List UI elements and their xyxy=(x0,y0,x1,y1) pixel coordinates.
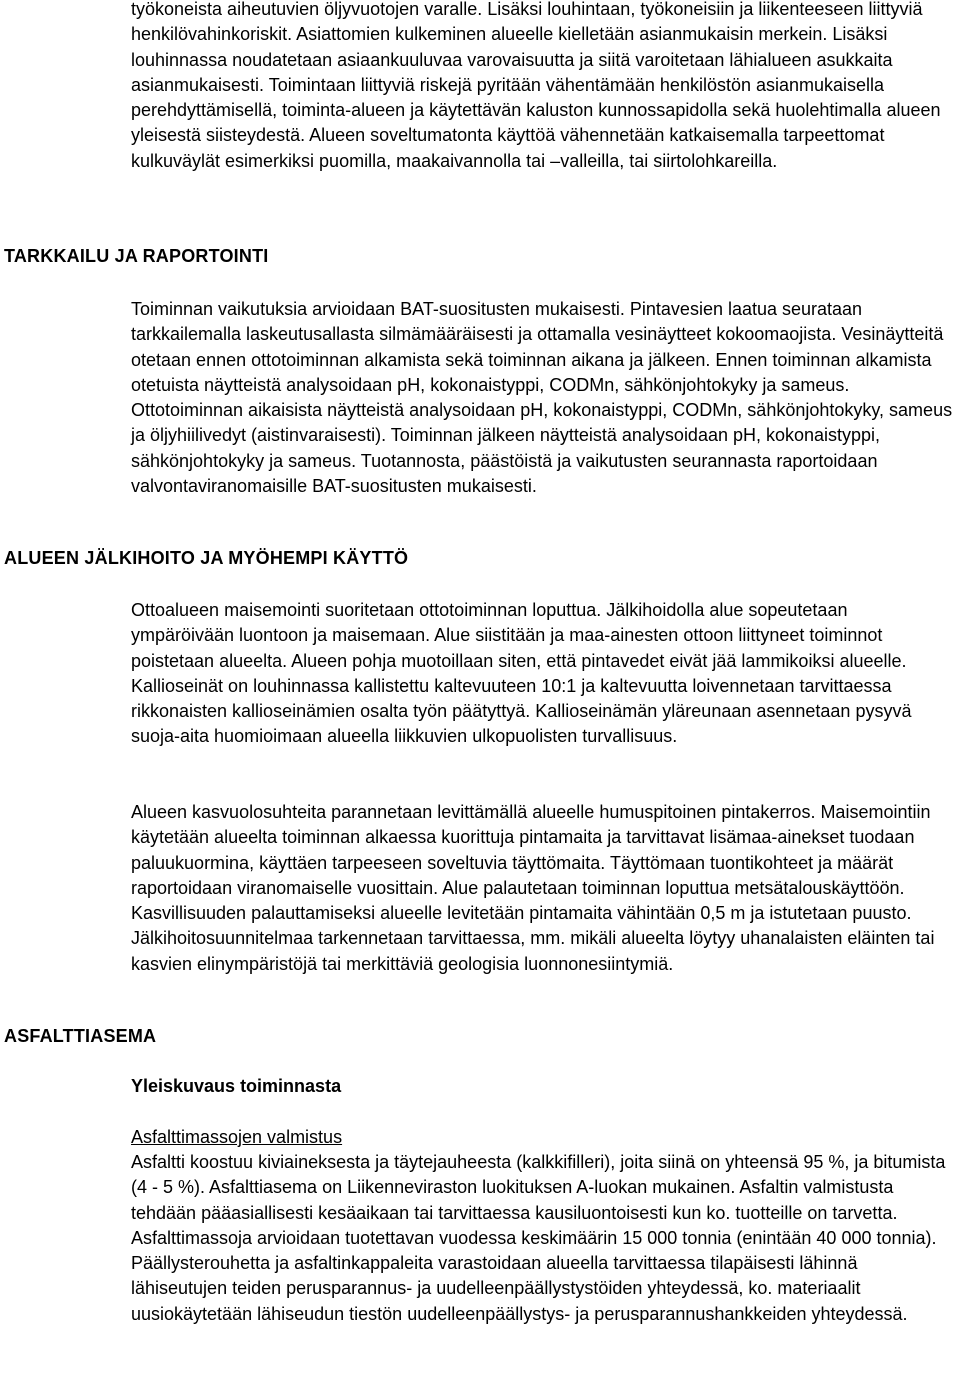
paragraph-kasvuolosuhteet: Alueen kasvuolosuhteita parannetaan levittämällä alueelle humuspitoinen pintakerros. Maisemointiin käytetään alueelta toiminnan alkaessa kuorittuja pintamaita ja tarvittavat lisämaa-ainekset tuodaan paluukuormina, käyttäen tarpeeseen soveltuvia täyttömaita. Täyttömaan tuontikohteet ja määrät raportoidaan viranomaiselle vuosittain. Alue palautetaan toiminnan loputtua metsätalouskäyttöön. Kasvillisuuden palauttamiseksi alueelle levitetään pintamaita vähintään 0,5 m ja istutetaan puusto. Jälkihoitosuunnitelmaa tarkennetaan tarvittaessa, mm. mikäli alueelta löytyy uhanalaisten eläinten tai kasvien elinympäristöjä tai merkittäviä geologisia luonnonesiintymiä. xyxy=(131,802,935,974)
heading-jalkihoito: ALUEEN JÄLKIHOITO JA MYÖHEMPI KÄYTTÖ xyxy=(4,548,409,568)
paragraph-maisemointi: Ottoalueen maisemointi suoritetaan ottotoiminnan loputtua. Jälkihoidolla alue sopeutetaan ympäröivään luontoon ja maisemaan. Alue siistitään ja maa-ainesten ottoon liittyneet toiminnot poistetaan alueelta. Alueen pohja muotoillaan siten, että pintavedet eivät jää lammikoiksi alueelle. Kallioseinät on louhinnassa kallistettu kaltevuuteen 10:1 ja kaltevuutta loivennetaan tarvittaessa rikkonaisten kallioseinämien osalta työn päätyttyä. Kallioseinämän yläreunaan asennetaan pysyvä suoja-aita huomioimaan alueella liikkuvien ulkopuolisten turvallisuus. xyxy=(131,600,912,747)
paragraph-asfaltti: Asfaltti koostuu kiviaineksesta ja täytejauheesta (kalkkifilleri), joita siinä on yhteensä 95 %, ja bitumista (4 - 5 %). Asfalttiasema on Liikenneviraston luokituksen A-luokan mukainen. Asfaltin valmistusta tehdään pääasiallisesti kesäaikaan tai tarvittaessa kausiluontoisesti kun ko. tuotteille on tarvetta. Asfalttimassoja arvioidaan tuotettavan vuodessa keskimäärin 15 000 tonnia (enintään 40 000 tonnia). Päällysterouhetta ja asfaltinkappaleita varastoidaan alueella tarvittaessa tilapäisesti lähinnä lähiseutujen teiden perusparannus- ja uudelleenpäällystystöiden yhteydessä, ko. materiaalit uusiokäytetään lähiseudun tiestön uudelleenpäällystys- ja perusparannushankkeiden yhteydessä. xyxy=(131,1152,946,1324)
heading-tarkkailu: TARKKAILU JA RAPORTOINTI xyxy=(4,246,269,266)
paragraph-tarkkailu: Toiminnan vaikutuksia arvioidaan BAT-suositusten mukaisesti. Pintavesien laatua seurataan tarkkailemalla laskeutusallasta silmämääräisesti ja ottamalla vesinäytteet kokoomaojista. Vesinäytteitä otetaan ennen ottotoiminnan alkamista sekä toiminnan aikana ja jälkeen. Ennen toiminnan alkamista otetuista näytteistä analysoidaan pH, kokonaistyppi, CODMn, sähkönjohtokyky ja sameus. Ottotoiminnan aikaisista näytteistä analysoidaan pH, kokonaistyppi, CODMn, sähkönjohtokyky, sameus ja öljyhiilivedyt (aistinvaraisesti). Toiminnan jälkeen näytteistä analysoidaan pH, kokonaistyppi, sähkönjohtokyky ja sameus. Tuotannosta, päästöistä ja vaikutusten seurannasta raportoidaan valvontaviranomaisille BAT-suositusten mukaisesti. xyxy=(131,299,953,497)
heading-asfalttiasema: ASFALTTIASEMA xyxy=(4,1026,157,1046)
subheading-yleiskuvaus: Yleiskuvaus toiminnasta xyxy=(131,1076,342,1096)
subheading-valmistus: Asfalttimassojen valmistus xyxy=(131,1127,343,1147)
paragraph-riskit: työkoneista aiheutuvien öljyvuotojen varalle. Lisäksi louhintaan, työkoneisiin ja liikenteeseen liittyviä henkilövahinkoriskit. Asiattomien kulkeminen alueelle kielletään asianmukaisin merkein. Lisäksi louhinnassa noudatetaan asiaankuuluvaa varovaisuutta ja siitä varoitetaan lähialueen asukkaita asianmukaisesti. Toimintaan liittyviä riskejä pyritään vähentämään henkilöstön asianmukaisella perehdyttämisellä, toiminta-alueen ja käytettävän kaluston kunnossapidolla sekä huolehtimalla alueen yleisestä siisteydestä. Alueen soveltumatonta käyttöä vähennetään katkaisemalla tarpeettomat kulkuväylät esimerkiksi puomilla, maakaivannolla tai –valleilla, tai siirtolohkareilla. xyxy=(131,0,941,171)
